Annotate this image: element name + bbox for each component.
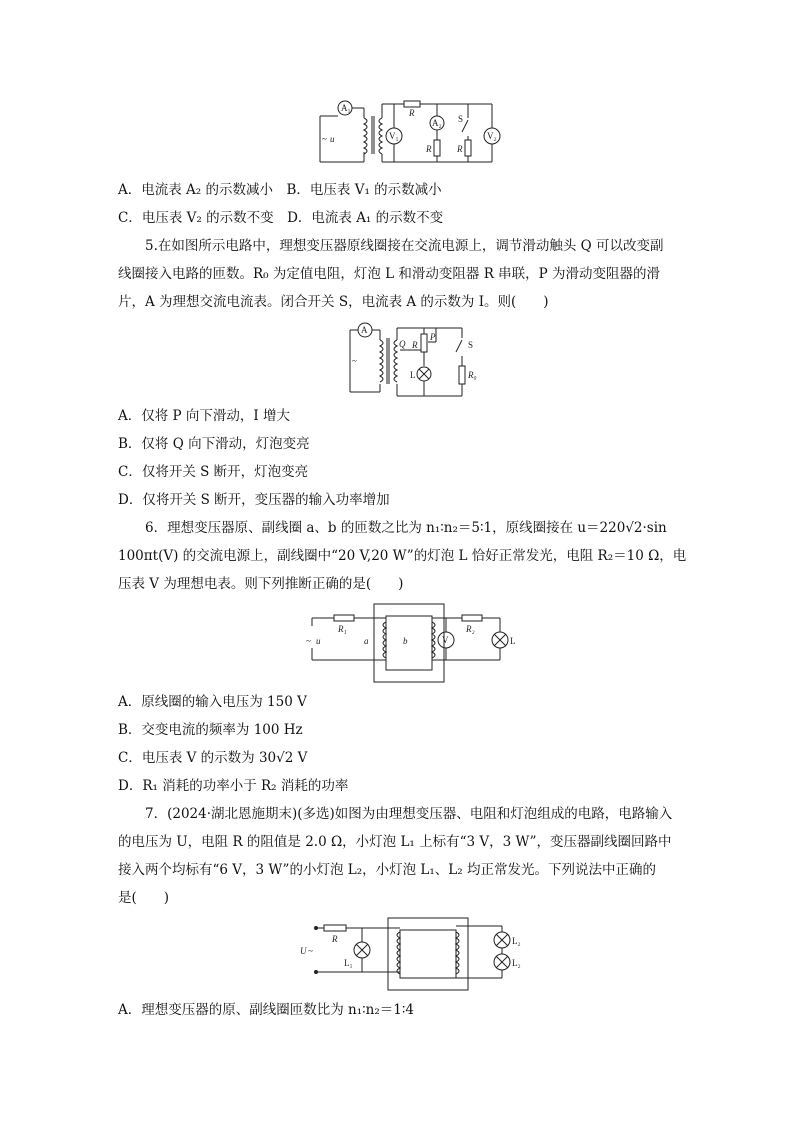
resistor-r-label: R	[332, 934, 338, 944]
resistor-r-label: R	[409, 108, 415, 118]
q7-stem-line-3: 接入两个均标有“6 V，3 W”的小灯泡 L₂，小灯泡 L₁、L₂ 均正常发光。下列说法中正确的	[118, 862, 656, 878]
rheostat-r-label: R	[412, 340, 418, 350]
resistor-r1-label: R₁	[338, 624, 347, 634]
q6-stem-line-2: 100πt(V) 的交流电源上，副线圈中“20 V,20 W”的灯泡 L 恰好正常发光，电阻 R₂＝10 Ω，电	[118, 548, 687, 564]
lamp-l1-label: L₁	[344, 958, 353, 968]
q5-stem-line-3: 片，A 为理想交流电流表。闭合开关 S，电流表 A 的示数为 I。则( )	[118, 294, 549, 310]
slider-p-label: P	[430, 332, 436, 342]
ammeter-a1-label: A₁	[341, 103, 351, 113]
resistor-r-label-2: R	[426, 144, 432, 154]
q6-stem-line-3: 压表 V 为理想电表。则下列推断正确的是( )	[118, 576, 404, 592]
circuit-figure-2	[340, 318, 490, 402]
voltage-u-label: u	[330, 134, 335, 144]
q6-option-b: B．交变电流的频率为 100 Hz	[118, 722, 303, 738]
circuit-figure-4	[296, 914, 536, 994]
circuit-figure-1	[312, 92, 512, 172]
ac-source-symbol: ~	[308, 946, 313, 956]
q6-option-c: C．电压表 V 的示数为 30√2 V	[118, 750, 308, 766]
q5-option-b: B．仅将 Q 向下滑动，灯泡变亮	[118, 436, 310, 452]
q5-option-d: D．仅将开关 S 断开，变压器的输入功率增加	[118, 492, 390, 508]
resistor-r2-label: R₂	[466, 624, 475, 634]
lamp-l-label: L	[410, 370, 416, 380]
switch-s-label: S	[468, 340, 474, 350]
q7-option-a: A．理想变压器的原、副线圈匝数比为 n₁∶n₂＝1∶4	[118, 1002, 414, 1018]
ac-source-symbol: ~	[322, 134, 327, 144]
q6-option-d: D．R₁ 消耗的功率小于 R₂ 消耗的功率	[118, 778, 349, 794]
tap-q-label: Q	[399, 339, 406, 349]
switch-s-label: S	[458, 114, 464, 124]
q5-stem-line-2: 线圈接入电路的匝数。R₀ 为定值电阻，灯泡 L 和滑动变阻器 R 串联，P 为滑动变阻器的滑	[118, 266, 661, 282]
voltage-u-label: U	[300, 946, 307, 956]
circuit-figure-3	[300, 600, 530, 686]
lamp-l2-label-top: L₂	[512, 936, 521, 946]
resistor-r0-label: R₀	[468, 370, 477, 380]
q6-option-a: A．原线圈的输入电压为 150 V	[118, 694, 307, 710]
q7-stem-line-1: 7．(2024·湖北恩施期末)(多选)如图为由理想变压器、电阻和灯泡组成的电路，电路输入	[145, 806, 673, 822]
ac-source-symbol: ~	[352, 356, 357, 366]
resistor-r-label-3: R	[457, 144, 463, 154]
ac-source-symbol: ~	[306, 636, 311, 646]
q6-stem-line-1: 6．理想变压器原、副线圈 a、b 的匝数之比为 n₁∶n₂＝5∶1，原线圈接在 u＝220√2·sin	[145, 520, 667, 536]
coil-a-label: a	[364, 636, 369, 646]
q7-stem-line-2: 的电压为 U，电阻 R 的阻值是 2.0 Ω，小灯泡 L₁ 上标有“3 V，3 W”，变压器副线圈回路中	[118, 834, 672, 850]
q4-option-cd: C．电压表 V₂ 的示数不变 D．电流表 A₁ 的示数不变	[118, 210, 444, 226]
q4-option-ab: A．电流表 A₂ 的示数减小 B．电压表 V₁ 的示数减小	[118, 182, 442, 198]
coil-b-label: b	[403, 636, 408, 646]
voltmeter-v-label: V	[442, 635, 449, 645]
lamp-l-label: L	[510, 636, 516, 646]
q5-stem-line-1: 5.在如图所示电路中，理想变压器原线圈接在交流电源上，调节滑动触头 Q 可以改变副	[145, 238, 664, 254]
voltmeter-v1-label: V₁	[389, 131, 399, 141]
ammeter-a-label: A	[361, 325, 368, 335]
q7-stem-line-4: 是( )	[118, 890, 170, 906]
ammeter-a2-label: A₂	[432, 118, 442, 128]
q5-option-a: A．仅将 P 向下滑动，I 增大	[118, 408, 291, 424]
lamp-l2-label-bottom: L₂	[512, 958, 521, 968]
voltage-u-label: u	[316, 636, 321, 646]
voltmeter-v2-label: V₂	[487, 131, 497, 141]
q5-option-c: C．仅将开关 S 断开，灯泡变亮	[118, 464, 309, 480]
